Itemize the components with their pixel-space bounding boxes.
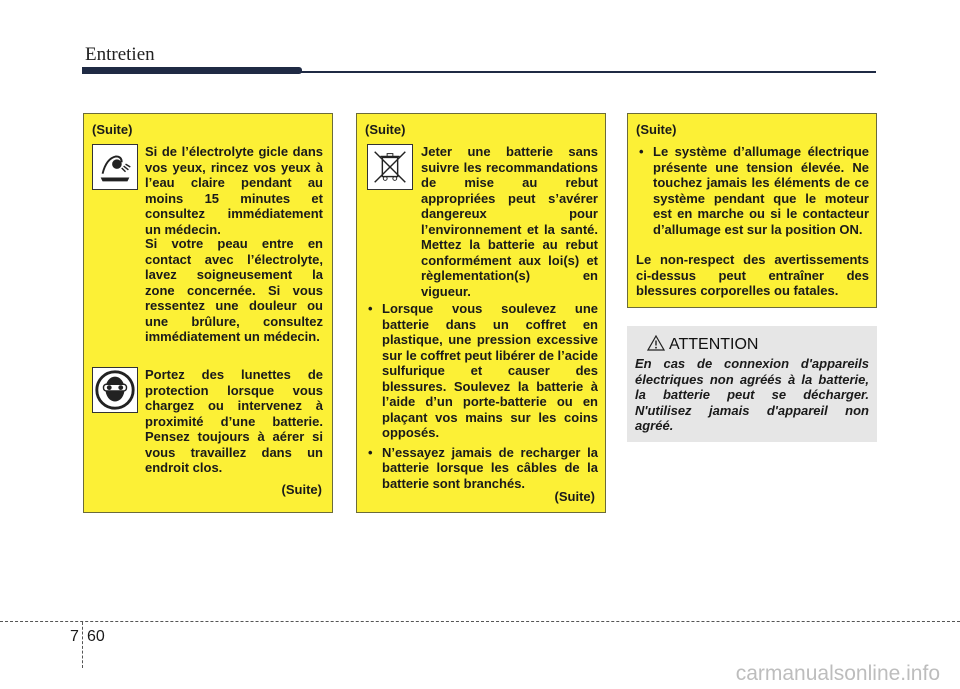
list-item: • N’essayez jamais de recharger la batterie lorsque les câbles de la batterie sont branchés. bbox=[365, 445, 598, 492]
eye-rinse-icon bbox=[92, 144, 138, 190]
list-item: • Le système d’allumage électrique présente une tension élevée. Ne touchez jamais les éléments de ce système pendant que le moteur est en marche ou si le contacteur d’allumage est sur la position ON. bbox=[636, 144, 869, 237]
list-item: • Lorsque vous soulevez une batterie dans un coffret en plastique, une pression excessive sur le coffret peut libérer de l’acide sulfurique et causer des blessures. Soulevez la batterie à l’aide d’un porte-batterie ou en plaçant vos mains sur les coins opposés. bbox=[365, 301, 598, 441]
battery-handling-list bbox=[365, 301, 598, 495]
page-number: 60 bbox=[87, 628, 105, 645]
chapter-number: 7 bbox=[70, 628, 79, 645]
header-accent-bar bbox=[82, 67, 302, 74]
page-section-title: Entretien bbox=[85, 44, 155, 65]
consequence-paragraph: Le non-respect des avertissements ci-dessus peut entraîner des blessures corporelles ou fatales. bbox=[636, 252, 869, 298]
continued-label-end: (Suite) bbox=[281, 482, 322, 497]
continued-label: (Suite) bbox=[92, 122, 133, 137]
safety-goggles-icon bbox=[92, 367, 138, 413]
eye-contact-paragraph: Si de l’électrolyte gicle dans vos yeux, rincez vos yeux à l’eau claire pendant au moins 15 minutes et consultez immédiatement un médecin. bbox=[145, 144, 323, 237]
ignition-list bbox=[636, 144, 869, 241]
warning-box-1 bbox=[83, 113, 333, 513]
warning-box-3 bbox=[627, 113, 877, 308]
warning-triangle-icon bbox=[647, 335, 665, 351]
header-rule bbox=[300, 71, 876, 73]
skin-contact-paragraph: Si votre peau entre en contact avec l’électrolyte, lavez soigneusement la zone concernée. Si vous ressentez une douleur ou une brûlure, consultez immédiatement un médecin. bbox=[145, 236, 323, 344]
crossed-bin-icon bbox=[367, 144, 413, 190]
goggles-paragraph: Portez des lunettes de protection lorsque vous chargez ou intervenez à proximité d’une batterie. Pensez toujours à aérer si vous travaillez dans un endroit clos. bbox=[145, 367, 323, 475]
attention-box bbox=[627, 326, 877, 442]
footer-rule bbox=[0, 621, 960, 622]
disposal-paragraph: Jeter une batterie sans suivre les recommandations de mise au rebut appropriées peut s’avérer dangereux pour l’environnement et la santé. Mettez la batterie au rebut conformément aux loi(s) et règlementation(s) en vigueur. bbox=[421, 144, 598, 299]
attention-title: ATTENTION bbox=[669, 336, 759, 353]
attention-text: En cas de connexion d'appareils électriques non agréés à la batterie, la batterie peut se décharger. N'utilisez jamais d'appareil non agréé. bbox=[635, 356, 869, 433]
watermark: carmanualsonline.info bbox=[735, 662, 940, 685]
continued-label-end: (Suite) bbox=[554, 489, 595, 504]
continued-label: (Suite) bbox=[636, 122, 677, 137]
continued-label: (Suite) bbox=[365, 122, 406, 137]
footer-divider bbox=[82, 622, 83, 668]
warning-box-2 bbox=[356, 113, 606, 513]
